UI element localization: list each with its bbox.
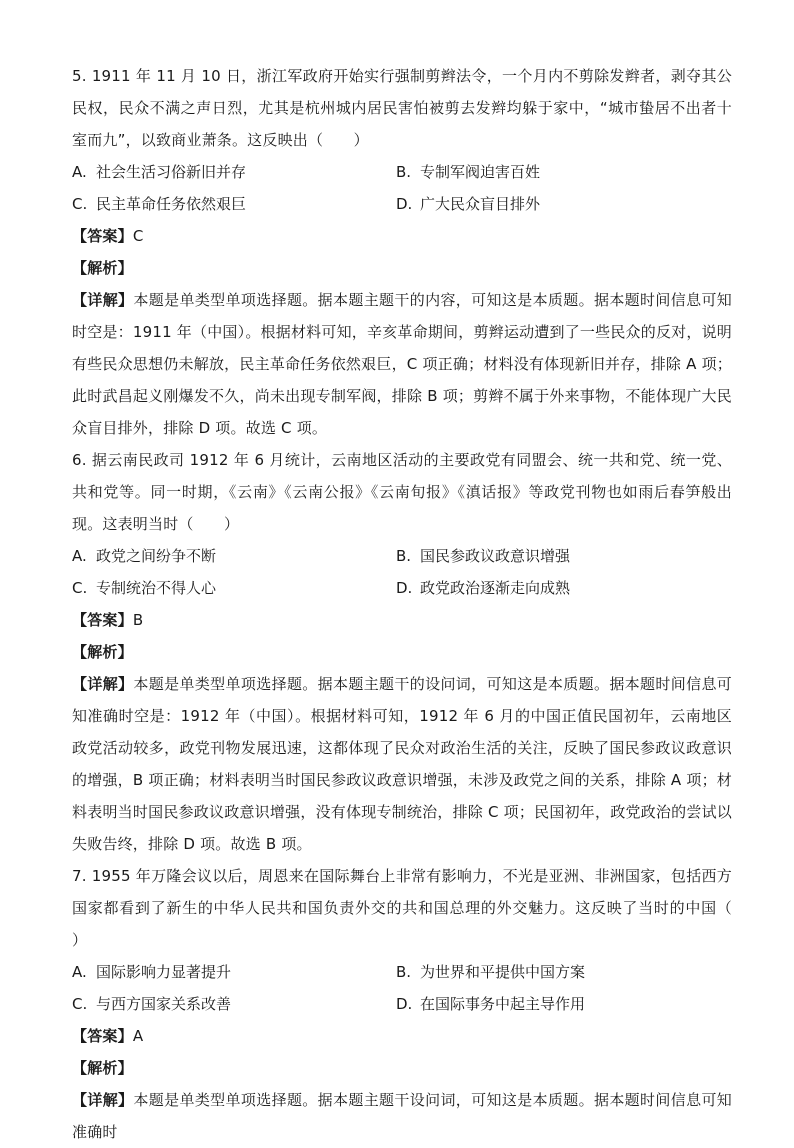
option-letter: A. (72, 547, 87, 565)
option-text: 在国际事务中起主导作用 (420, 995, 586, 1013)
option-c (72, 188, 396, 220)
option-letter: C. (72, 995, 88, 1013)
answer-value: C (132, 227, 144, 245)
option-list (72, 540, 732, 604)
detail-paragraph (72, 284, 732, 444)
answer-value: B (132, 611, 144, 629)
answer-line (72, 1020, 732, 1052)
question-7 (72, 860, 763, 1148)
option-letter: A. (72, 963, 87, 981)
detail-tag: 【详解】 (72, 675, 134, 693)
question-stem: 6. 据云南民政司 1912 年 6 月统计，云南地区活动的主要政党有同盟会、统一共和党、统一党、共和党等。同一时期，《云南》《云南公报》《云南旬报》《滇话报》等政党刊物也如雨后春笋般出现。这表明当时（ ） (72, 451, 732, 533)
question-stem: 5. 1911 年 11 月 10 日，浙江军政府开始实行强制剪辫法令，一个月内不剪除发辫者，剥夺其公民权，民众不满之声日烈，尤其是杭州城内居民害怕被剪去发辫均躲于家中，“城市蛰居不出者十室而九”，以致商业萧条。这反映出（ ） (72, 67, 732, 149)
detail-tag: 【详解】 (72, 1091, 134, 1109)
option-letter: C. (72, 579, 88, 597)
option-text: 国民参政议政意识增强 (420, 547, 571, 565)
option-letter: B. (396, 163, 412, 181)
option-letter: C. (72, 195, 88, 213)
option-b (396, 956, 732, 988)
option-text: 民主革命任务依然艰巨 (96, 195, 247, 213)
detail-paragraph (72, 668, 732, 860)
option-a (72, 156, 396, 188)
option-letter: D. (396, 995, 413, 1013)
option-letter: B. (396, 547, 412, 565)
option-c (72, 988, 396, 1020)
option-list (72, 156, 732, 220)
answer-line (72, 604, 732, 636)
question-5 (72, 60, 732, 444)
question-6 (72, 444, 732, 860)
detail-text: 本题是单类型单项选择题。据本题主题干的内容，可知这是本质题。据本题时间信息可知时空是：1911 年（中国）。根据材料可知，辛亥革命期间，剪辫运动遭到了一些民众的反对，说明有些民众思想仍未解放，民主革命任务依然艰巨，C 项正确；材料没有体现新旧并存，排除 A 项；此时武昌起义刚爆发不久，尚未出现专制军阀，排除 B 项；剪辫不属于外来事物，不能体现广大民众盲目排外，排除 D 项。故选 C 项。 (72, 291, 732, 437)
document-page (72, 60, 763, 1148)
option-text: 与西方国家关系改善 (96, 995, 232, 1013)
detail-paragraph (72, 1084, 732, 1148)
option-letter: A. (72, 163, 87, 181)
option-b (396, 540, 732, 572)
question-stem: 7. 1955 年万隆会议以后，周恩来在国际舞台上非常有影响力，不光是亚洲、非洲国家，包括西方国家都看到了新生的中华人民共和国负责外交的共和国总理的外交魅力。这反映了当时的中国（ ） (72, 867, 763, 949)
option-text: 专制统治不得人心 (96, 579, 217, 597)
option-c (72, 572, 396, 604)
answer-tag: 【答案】 (72, 1027, 133, 1045)
answer-value: A (132, 1027, 144, 1045)
detail-text: 本题是单类型单项选择题。据本题主题干设问词，可知这是本质题。据本题时间信息可知准确时 (72, 1091, 732, 1141)
option-d (396, 572, 732, 604)
option-letter: D. (396, 195, 413, 213)
option-list (72, 956, 732, 1020)
detail-text: 本题是单类型单项选择题。据本题主题干的设问词，可知这是本质题。据本题时间信息可知准确时空是：1912 年（中国）。根据材料可知，1912 年 6 月的中国正值民国初年，云南地区政党活动较多，政党刊物发展迅速，这都体现了民众对政治生活的关注，反映了国民参政议政意识的增强，B 项正确；材料表明当时国民参政议政意识增强，未涉及政党之间的关系，排除 A 项；材料表明当时国民参政议政意识增强，没有体现专制统治，排除 C 项；民国初年，政党政治的尝试以失败告终，排除 D 项。故选 B 项。 (72, 675, 732, 853)
answer-tag: 【答案】 (72, 611, 133, 629)
option-text: 专制军阀迫害百姓 (420, 163, 541, 181)
option-b (396, 156, 732, 188)
analysis-tag: 【解析】 (72, 1059, 133, 1077)
answer-line (72, 220, 732, 252)
answer-tag: 【答案】 (72, 227, 133, 245)
detail-tag: 【详解】 (72, 291, 134, 309)
option-text: 政党政治逐渐走向成熟 (420, 579, 571, 597)
option-text: 社会生活习俗新旧并存 (96, 163, 247, 181)
analysis-tag: 【解析】 (72, 643, 133, 661)
option-d (396, 988, 732, 1020)
analysis-tag: 【解析】 (72, 259, 133, 277)
option-a (72, 956, 396, 988)
option-d (396, 188, 732, 220)
option-text: 政党之间纷争不断 (96, 547, 217, 565)
option-a (72, 540, 396, 572)
option-letter: D. (396, 579, 413, 597)
option-letter: B. (396, 963, 412, 981)
option-text: 广大民众盲目排外 (420, 195, 541, 213)
option-text: 国际影响力显著提升 (96, 963, 232, 981)
option-text: 为世界和平提供中国方案 (420, 963, 586, 981)
